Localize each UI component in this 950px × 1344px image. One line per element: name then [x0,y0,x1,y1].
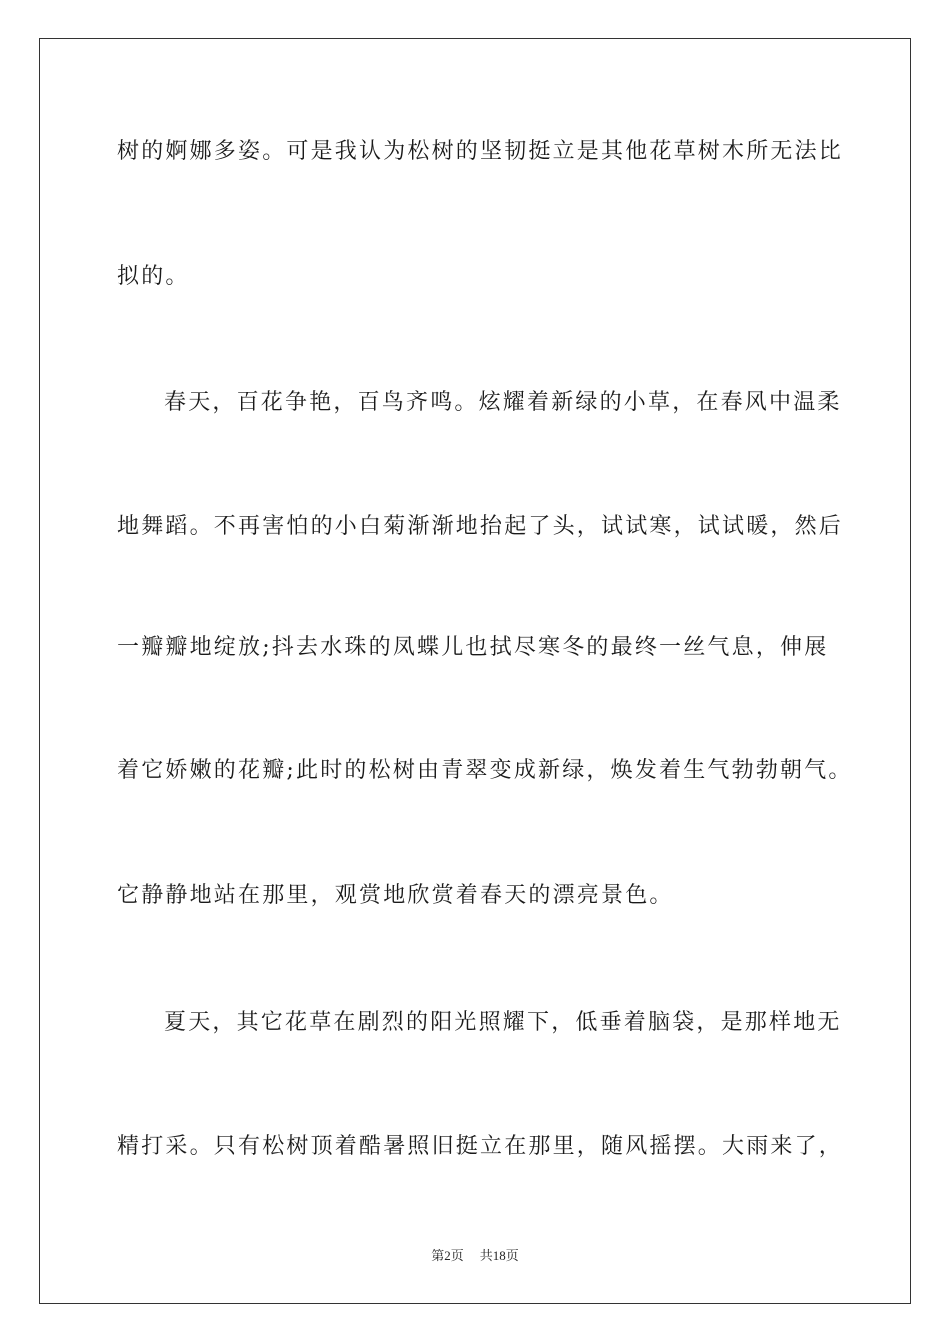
text-line: 拟的。 [117,264,190,289]
text-line: 树的婀娜多姿。可是我认为松树的坚韧挺立是其他花草树木所无法比 [117,139,844,164]
page-frame [39,38,911,1304]
paragraph-first-line: 春天，百花争艳，百鸟齐鸣。炫耀着新绿的小草，在春风中温柔 [164,390,842,415]
text-line: 着它娇嫩的花瓣;此时的松树由青翠变成新绿，焕发着生气勃勃朝气。 [117,758,853,783]
page-footer [0,1245,950,1264]
page-number: 第2页 [431,1248,464,1263]
text-line: 一瓣瓣地绽放;抖去水珠的凤蝶儿也拭尽寒冬的最终一丝气息，伸展 [117,635,829,660]
text-line: 精打采。只有松树顶着酷暑照旧挺立在那里，随风摇摆。大雨来了， [117,1134,844,1159]
text-line: 地舞蹈。不再害怕的小白菊渐渐地抬起了头，试试寒，试试暖，然后 [117,514,844,539]
text-line: 它静静地站在那里，观赏地欣赏着春天的漂亮景色。 [117,883,674,908]
page-total: 共18页 [479,1248,519,1263]
paragraph-first-line: 夏天，其它花草在剧烈的阳光照耀下，低垂着脑袋，是那样地无 [164,1010,842,1035]
